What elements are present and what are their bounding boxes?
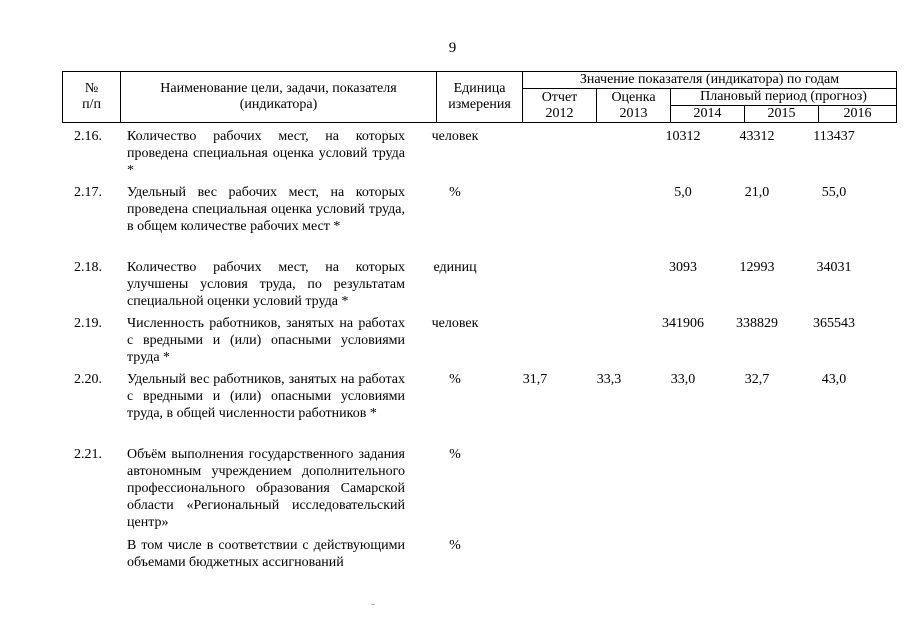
header-year-2016: 2016	[819, 106, 897, 123]
header-year-2015: 2015	[745, 106, 819, 123]
value-2015: 21,0	[744, 185, 770, 200]
header-report	[523, 89, 597, 123]
value-2014: 3093	[669, 260, 697, 275]
header-name: Наименование цели, задачи, показателя (индикатора)	[121, 72, 437, 123]
unit: %	[449, 538, 461, 553]
unit: человек	[431, 129, 479, 144]
header-year-2014: 2014	[671, 106, 745, 123]
header-estimate-label: Оценка	[611, 89, 656, 105]
value-2014: 5,0	[674, 185, 692, 200]
unit: человек	[431, 316, 479, 331]
indicator-name: Численность работников, занятых на работах с вредными и (или) опасными условиями труда *	[127, 316, 405, 365]
value-2015: 12993	[739, 260, 775, 275]
indicator-name: Удельный вес работников, занятых на работах с вредными и (или) опасными условиями труда, в общей численности работников *	[127, 372, 405, 421]
row-number: 2.19.	[74, 316, 102, 331]
value-2013: 33,3	[596, 372, 622, 387]
header-report-year: 2012	[545, 105, 574, 121]
header-estimate	[597, 89, 671, 123]
header-values-group: Значение показателя (индикатора) по годам	[523, 72, 897, 89]
value-2015: 32,7	[744, 372, 770, 387]
indicator-name: Объём выполнения государственного задания автономным учреждением дополнительного профессионального образования Самарской области «Региональный исследовательский центр»	[127, 447, 405, 530]
row-number: 2.17.	[74, 185, 102, 200]
scan-mark	[371, 604, 375, 605]
unit: %	[449, 185, 461, 200]
unit: %	[449, 447, 461, 462]
value-2014: 341906	[662, 316, 704, 331]
header-report-label: Отчет	[541, 89, 578, 105]
table-header	[62, 71, 897, 123]
indicator-name: В том числе в соответствии с действующими объемами бюджетных ассигнований	[127, 538, 405, 570]
value-2016: 365543	[813, 316, 855, 331]
header-plan: Плановый период (прогноз)	[671, 89, 897, 106]
value-2016: 113437	[813, 129, 855, 144]
header-num: № п/п	[63, 72, 121, 123]
value-2014: 10312	[665, 129, 701, 144]
row-number: 2.20.	[74, 372, 102, 387]
row-number: 2.16.	[74, 129, 102, 144]
page-number: 9	[448, 40, 457, 56]
value-2016: 43,0	[821, 372, 847, 387]
value-2012: 31,7	[522, 372, 548, 387]
header-estimate-year: 2013	[619, 105, 648, 121]
value-2015: 43312	[739, 129, 775, 144]
header-unit: Единица измерения	[437, 72, 523, 123]
unit: %	[449, 372, 461, 387]
indicator-name: Количество рабочих мест, на которых улучшены условия труда, по результатам специальной оценки условий труда *	[127, 260, 405, 309]
value-2016: 34031	[816, 260, 852, 275]
value-2015: 338829	[736, 316, 778, 331]
row-number: 2.21.	[74, 447, 102, 462]
row-number: 2.18.	[74, 260, 102, 275]
value-2014: 33,0	[670, 372, 696, 387]
indicator-name: Удельный вес рабочих мест, на которых проведена специальная оценка условий труда, в общем количестве рабочих мест *	[127, 185, 405, 234]
unit: единиц	[433, 260, 477, 275]
indicator-name: Количество рабочих мест, на которых проведена специальная оценка условий труда *	[127, 129, 405, 178]
value-2016: 55,0	[821, 185, 847, 200]
